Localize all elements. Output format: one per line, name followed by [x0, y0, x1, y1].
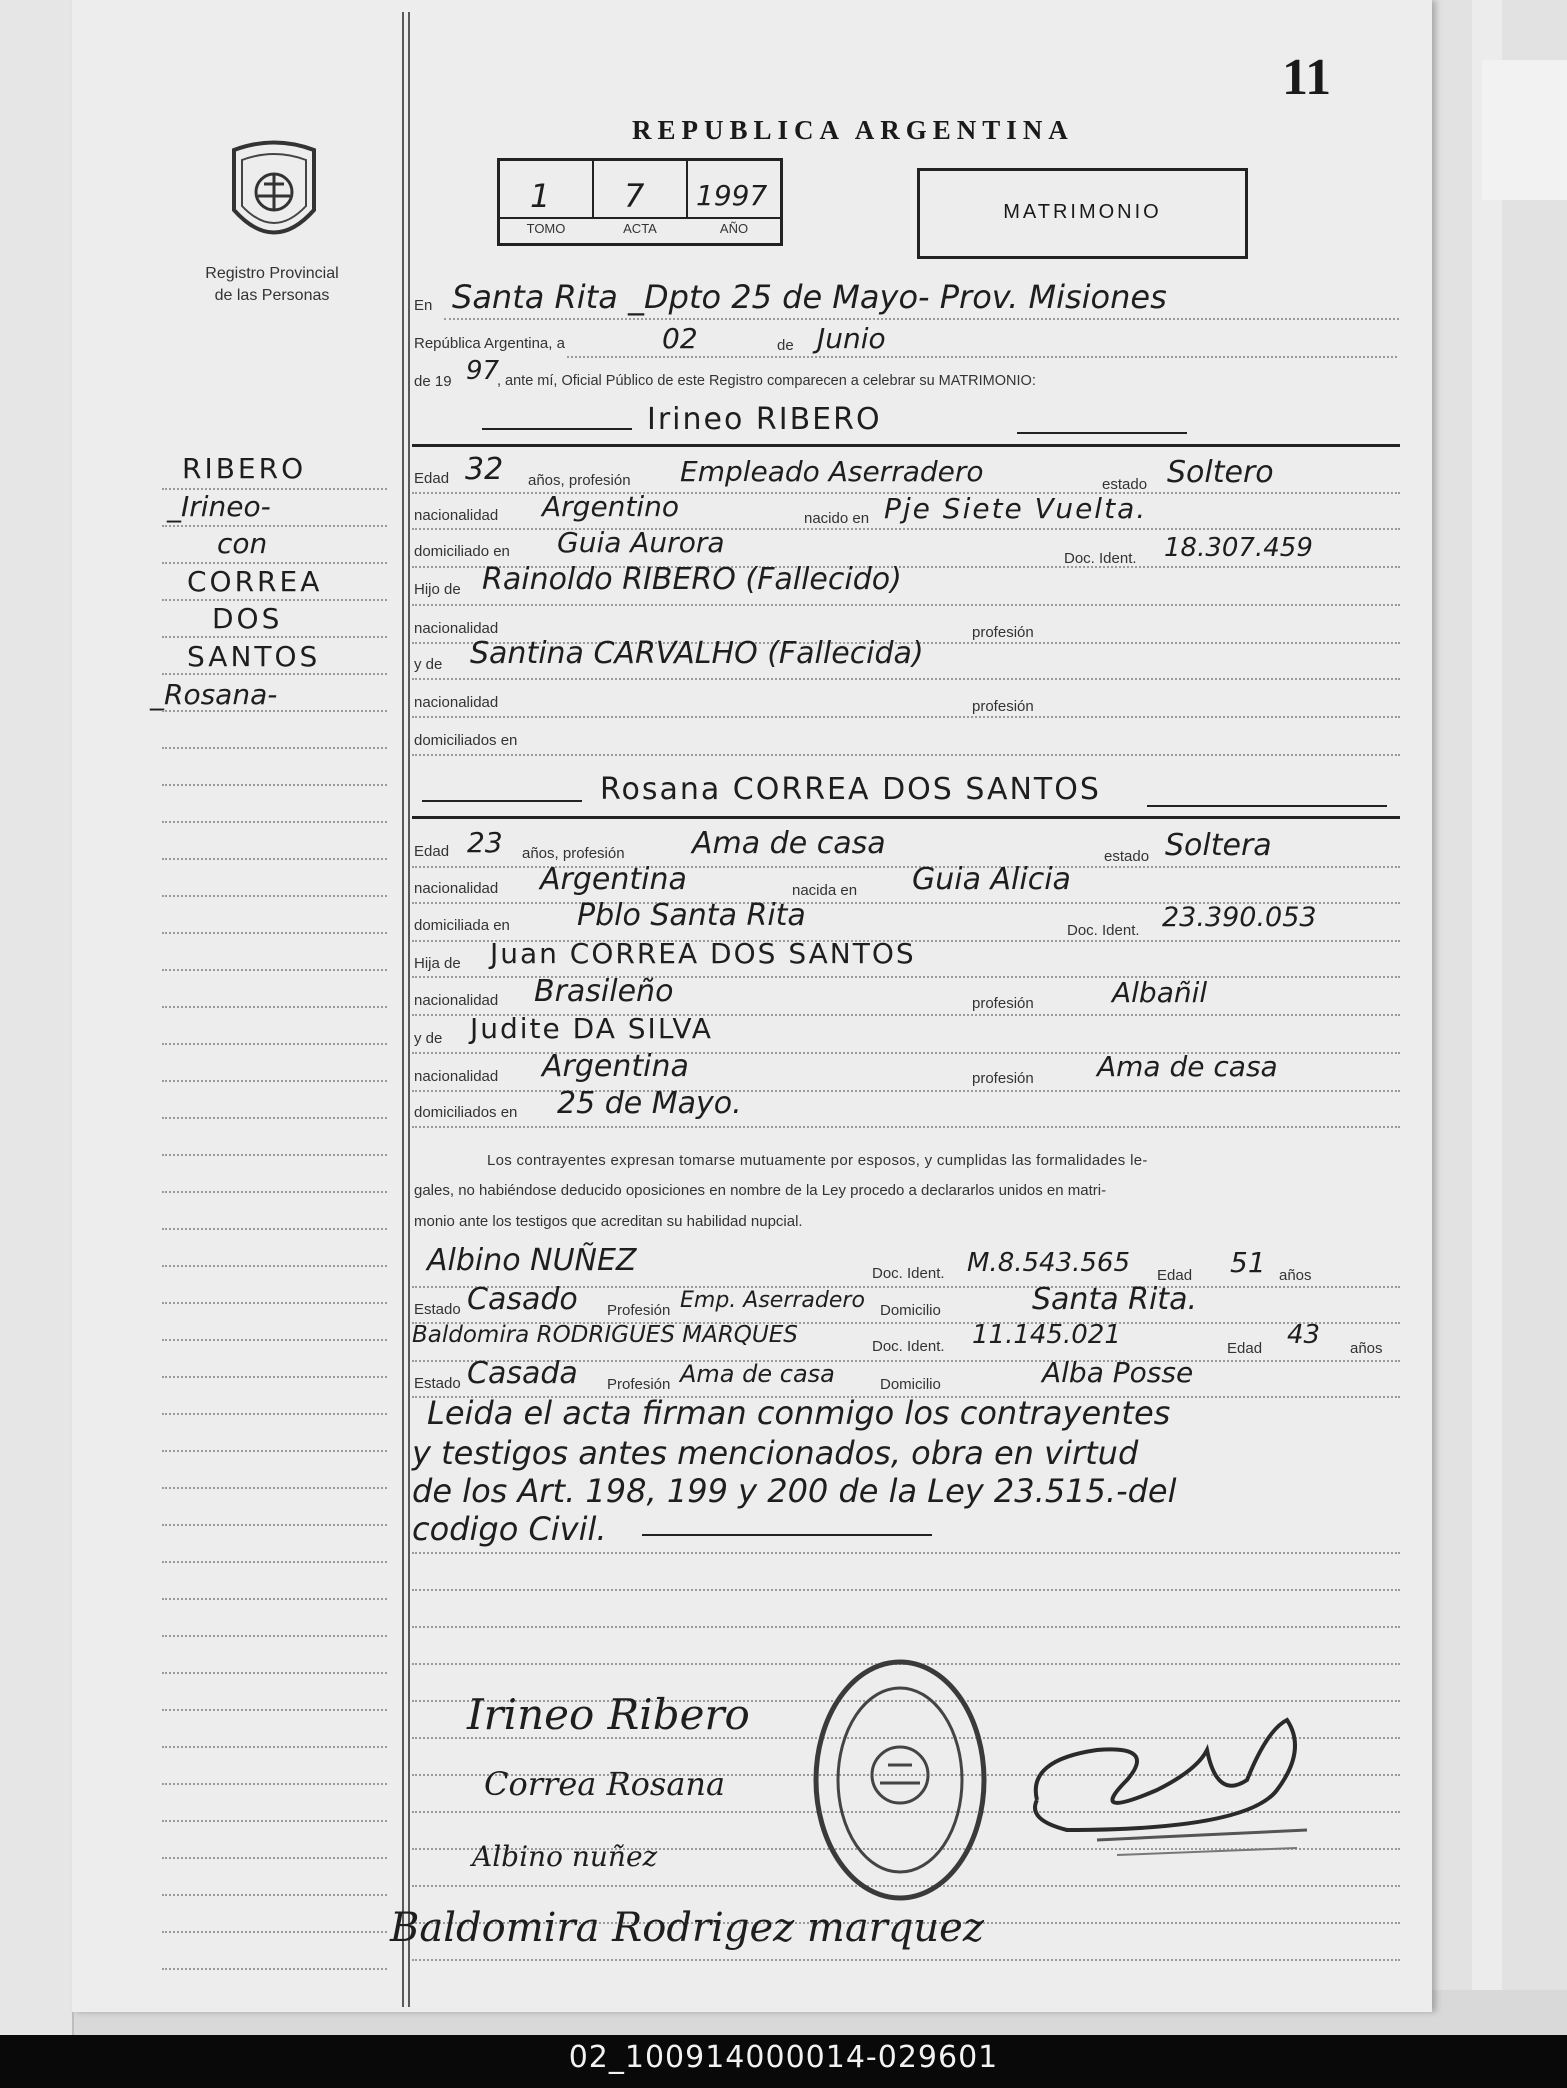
declaration-line: Los contrayentes expresan tomarse mutuamente por esposos, y cumplidas las formalidades le- [487, 1152, 1148, 1169]
margin-ruled-line [162, 673, 387, 675]
witness2-name: Baldomira RODRIGUES MARQUES [412, 1322, 798, 1348]
acta-label: ACTA [623, 221, 657, 236]
registry-name-line2: de las Personas [214, 287, 330, 304]
groom-doc: 18.307.459 [1164, 533, 1313, 563]
record-sheet [72, 0, 1432, 2012]
margin-note-line: con [217, 527, 268, 560]
witness2-profession: Ama de casa [680, 1360, 835, 1388]
groom-mother-label: y de [414, 656, 443, 673]
provincial-seal [224, 140, 324, 255]
margin-ruled-line [162, 488, 387, 490]
tomo-label: TOMO [526, 221, 566, 236]
margin-ruled-line [162, 858, 387, 860]
closing-line: de los Art. 198, 199 y 200 de la Ley 23.515.-del [412, 1472, 1177, 1510]
margin-ruled-line [162, 1450, 387, 1452]
bride-mother-nationality: Argentina [542, 1049, 689, 1084]
margin-ruled-line [162, 1413, 387, 1415]
witness1-estado-label: Estado [414, 1301, 461, 1318]
binding-edge [0, 0, 74, 2088]
groom-parents-dom-label: domiciliados en [414, 732, 518, 749]
margin-ruled-line [162, 1524, 387, 1526]
margin-ruled-line [162, 1894, 387, 1896]
bride-profesion-label: años, profesión [522, 845, 625, 862]
bride-mother-nat-label: nacionalidad [414, 1068, 499, 1085]
signature-bride: Correa Rosana [484, 1765, 726, 1803]
margin-ruled-line [162, 1635, 387, 1637]
witness1-address: Santa Rita. [1032, 1282, 1197, 1317]
volume-box [497, 158, 783, 246]
margin-ruled-line [162, 1043, 387, 1045]
margin-ruled-line [162, 969, 387, 971]
groom-doc-label: Doc. Ident. [1064, 550, 1137, 567]
acta-value: 7 [624, 177, 645, 215]
intro-month: Junio [817, 322, 886, 355]
closing-line: Leida el acta firman conmigo los contrayentes [427, 1394, 1171, 1432]
margin-ruled-line [162, 1376, 387, 1378]
closing-line: y testigos antes mencionados, obra en virtud [412, 1434, 1139, 1472]
ano-label: AÑO [719, 221, 749, 236]
margin-note-line: _Irineo- [167, 490, 271, 523]
en-label: En [414, 297, 433, 314]
groom-status: Soltero [1167, 455, 1274, 490]
body-ruled-line [412, 1552, 1400, 1554]
witness2-age: 43 [1287, 1320, 1321, 1350]
bride-father-prof-label: profesión [972, 995, 1034, 1012]
closing-line: codigo Civil. [412, 1510, 607, 1548]
witness1-anos-label: años [1279, 1267, 1312, 1284]
witness2-edad-label: Edad [1227, 1340, 1263, 1357]
margin-ruled-line [162, 1968, 387, 1970]
margin-ruled-line [162, 1931, 387, 1933]
margin-note-line: SANTOS [187, 640, 321, 673]
groom-father: Rainoldo RIBERO (Fallecido) [482, 562, 902, 597]
bride-edad-label: Edad [414, 843, 450, 860]
bride-father-nat-label: nacionalidad [414, 992, 499, 1009]
margin-ruled-line [162, 1117, 387, 1119]
groom-profesion-label: años, profesión [528, 472, 631, 489]
witness2-doc: 11.145.021 [972, 1320, 1121, 1350]
official-signature [1007, 1690, 1337, 1890]
margin-note-line: _Rosana- [150, 678, 278, 711]
margin-note-line: DOS [212, 602, 283, 635]
margin-ruled-line [162, 525, 387, 527]
declaration-line: monio ante los testigos que acreditan su habilidad nupcial. [414, 1213, 803, 1230]
groom-nacido-label: nacido en [804, 510, 870, 527]
witness2-anos-label: años [1350, 1340, 1383, 1357]
margin-note-line: CORREA [187, 565, 323, 598]
margin-ruled-line [162, 1006, 387, 1008]
bride-doc: 23.390.053 [1162, 902, 1317, 933]
witness1-name: Albino NUÑEZ [427, 1243, 637, 1278]
bride-estado-label: estado [1104, 848, 1150, 865]
signature-witness1: Albino nuñez [472, 1840, 658, 1873]
groom-father-nat-label: nacionalidad [414, 620, 499, 637]
groom-mother-prof-label: profesión [972, 698, 1034, 715]
bride-birthplace: Guia Alicia [912, 862, 1071, 897]
bride-nationality: Argentina [540, 862, 687, 897]
margin-ruled-line [162, 1080, 387, 1082]
republica-label: República Argentina, a [414, 335, 565, 352]
intro-place: Santa Rita _Dpto 25 de Mayo- Prov. Misiones [452, 278, 1167, 316]
ano-value: 1997 [696, 179, 768, 212]
groom-profession: Empleado Aserradero [680, 455, 984, 488]
bride-mother-profession: Ama de casa [1097, 1050, 1278, 1083]
groom-estado-label: estado [1102, 476, 1148, 493]
witness2-address: Alba Posse [1042, 1356, 1194, 1389]
margin-ruled-line [162, 1228, 387, 1230]
groom-name: Irineo RIBERO [647, 402, 882, 437]
groom-father-label: Hijo de [414, 581, 461, 598]
witness2-domicilio-label: Domicilio [880, 1376, 941, 1393]
margin-line [402, 12, 404, 2007]
witness2-profesion-label: Profesión [607, 1376, 671, 1393]
margin-line [408, 12, 410, 2007]
bride-address: Pblo Santa Rita [577, 898, 806, 933]
margin-ruled-line [162, 1154, 387, 1156]
margin-ruled-line [162, 562, 387, 564]
margin-ruled-line [162, 1709, 387, 1711]
margin-ruled-line [162, 710, 387, 712]
bride-parents-address: 25 de Mayo. [557, 1086, 742, 1121]
witness2-estado-label: Estado [414, 1375, 461, 1392]
bride-father-profession: Albañil [1112, 976, 1208, 1009]
groom-address: Guia Aurora [557, 526, 725, 559]
margin-ruled-line [162, 1746, 387, 1748]
witness1-doc: M.8.543.565 [967, 1248, 1131, 1278]
registry-name-line1: Registro Provincial [205, 265, 339, 282]
bride-profession: Ama de casa [692, 826, 886, 861]
witness1-domicilio-label: Domicilio [880, 1302, 941, 1319]
bride-domiciliada-label: domiciliada en [414, 917, 510, 934]
bride-mother: Judite DA SILVA [470, 1012, 713, 1045]
bride-nacida-label: nacida en [792, 882, 858, 899]
groom-mother: Santina CARVALHO (Fallecida) [470, 636, 924, 671]
scan-code: 02_100914000014-029601 [568, 2040, 999, 2075]
year-prefix: de 19 [414, 373, 452, 390]
margin-ruled-line [162, 599, 387, 601]
groom-domiciliado-label: domiciliado en [414, 543, 510, 560]
body-ruled-line [412, 1626, 1400, 1628]
delegation-stamp [810, 1655, 990, 1905]
margin-ruled-line [162, 636, 387, 638]
body-ruled-line [412, 1959, 1400, 1961]
margin-ruled-line [162, 932, 387, 934]
margin-ruled-line [162, 1191, 387, 1193]
witness2-doc-label: Doc. Ident. [872, 1338, 945, 1355]
margin-ruled-line [162, 1561, 387, 1563]
record-type-box [917, 168, 1248, 259]
bride-parents-dom-label: domiciliados en [414, 1104, 518, 1121]
margin-ruled-line [162, 895, 387, 897]
margin-ruled-line [162, 1302, 387, 1304]
groom-age: 32 [465, 452, 504, 487]
body-ruled-line [412, 1589, 1400, 1591]
country-title: REPUBLICA ARGENTINA [632, 115, 1074, 145]
page-number: 11 [1282, 49, 1332, 106]
margin-ruled-line [162, 1265, 387, 1267]
margin-ruled-line [162, 1598, 387, 1600]
margin-ruled-line [162, 1672, 387, 1674]
bride-status: Soltera [1165, 828, 1272, 863]
witness1-edad-label: Edad [1157, 1267, 1193, 1284]
bride-doc-label: Doc. Ident. [1067, 922, 1140, 939]
groom-edad-label: Edad [414, 470, 450, 487]
tomo-value: 1 [530, 177, 551, 215]
witness1-doc-label: Doc. Ident. [872, 1265, 945, 1282]
witness1-profession: Emp. Aserradero [680, 1288, 865, 1313]
intro-statement: , ante mí, Oficial Público de este Registro comparecen a celebrar su MATRIMONIO: [497, 373, 1036, 389]
margin-ruled-line [162, 1857, 387, 1859]
signature-witness2: Baldomira Rodrigez marquez [390, 1905, 984, 1951]
witness2-status: Casada [467, 1356, 578, 1391]
groom-birthplace: Pje Siete Vuelta. [884, 492, 1148, 525]
margin-ruled-line [162, 1339, 387, 1341]
margin-ruled-line [162, 747, 387, 749]
bride-mother-prof-label: profesión [972, 1070, 1034, 1087]
margin-ruled-line [162, 1820, 387, 1822]
adjacent-page-strip [1432, 0, 1567, 1990]
record-type: MATRIMONIO [1003, 201, 1162, 223]
bride-name: Rosana CORREA DOS SANTOS [600, 772, 1101, 807]
groom-father-prof-label: profesión [972, 624, 1034, 641]
margin-ruled-line [162, 1783, 387, 1785]
bride-age: 23 [467, 826, 503, 859]
declaration-line: gales, no habiéndose deducido oposiciones en nombre de la Ley procedo a declararlos unidos en matri- [414, 1182, 1107, 1199]
bride-father-nationality: Brasileño [534, 974, 674, 1009]
margin-ruled-line [162, 1487, 387, 1489]
margin-note-line: RIBERO [182, 452, 307, 485]
bride-father: Juan CORREA DOS SANTOS [490, 937, 916, 970]
groom-mother-nat-label: nacionalidad [414, 694, 499, 711]
groom-nationality: Argentino [542, 490, 680, 523]
witness1-age: 51 [1230, 1246, 1266, 1279]
year-suffix: 97 [466, 356, 500, 386]
bride-mother-label: y de [414, 1030, 443, 1047]
bride-father-label: Hija de [414, 955, 461, 972]
bride-nacionalidad-label: nacionalidad [414, 880, 499, 897]
witness1-status: Casado [467, 1282, 578, 1317]
groom-nacionalidad-label: nacionalidad [414, 507, 499, 524]
intro-day: 02 [662, 322, 698, 355]
witness1-profesion-label: Profesión [607, 1302, 671, 1319]
signature-groom: Irineo Ribero [467, 1690, 750, 1739]
margin-ruled-line [162, 821, 387, 823]
intro-de-label: de [777, 337, 794, 354]
margin-ruled-line [162, 784, 387, 786]
